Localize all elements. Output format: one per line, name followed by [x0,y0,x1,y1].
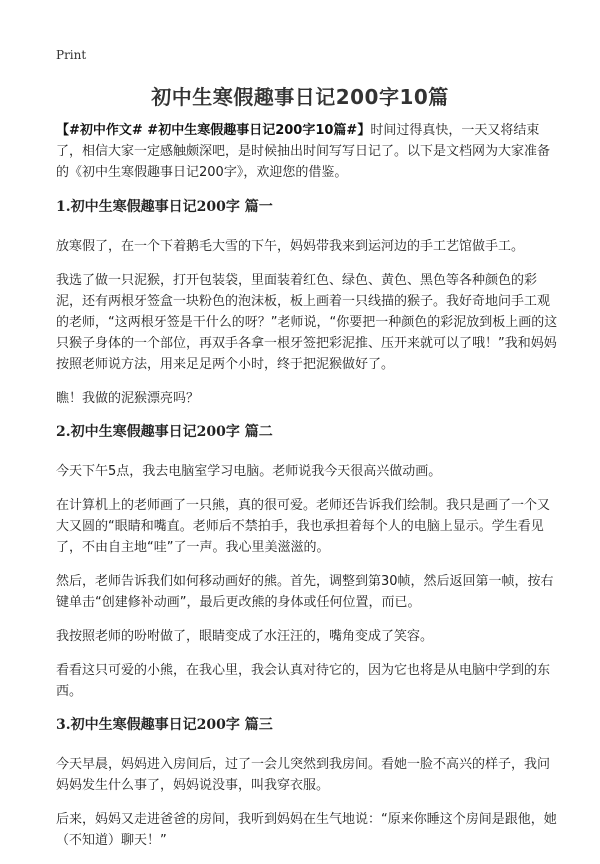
paragraph: 我选了做一只泥猴，打开包装袋，里面装着红色、绿色、黄色、黑色等各种颜色的彩泥，还有两根牙签盒一块粉色的泡沫板，板上画着一只线描的猴子。我好奇地问手工观的老师，“这两根牙签是干什么的呀？”老师说，“你要把一种颜色的彩泥放到板上画的这只猴子身体的一个部位，再双手各拿一根牙签把彩泥推、压开来就可以了哦！”我和妈妈按照老师说方法，用来足足两个小时，终于把泥猴做好了。 [56,273,558,372]
page-title: 初中生寒假趣事日记200字10篇 [151,85,449,109]
paragraph: 后来，妈妈又走进爸爸的房间，我听到妈妈在生气地说：“原来你睡这个房间是跟他，她（不知道）聊天！” [56,812,557,848]
intro-tag: 【#初中作文# #初中生寒假趣事日记200字10篇#】 [56,123,371,138]
paragraph: 今天早晨，妈妈进入房间后，过了一会儿突然到我房间。看她一脸不高兴的样子，我问妈妈发生什么事了，妈妈说没事，叫我穿衣服。 [56,757,551,793]
section-heading: 1.初中生寒假趣事日记200字 篇一 [56,199,273,215]
intro-paragraph [56,120,561,183]
paragraph: 今天下午5点，我去电脑室学习电脑。老师说我今天很高兴做动画。 [56,464,442,479]
article-body [56,120,561,864]
section-heading: 2.初中生寒假趣事日记200字 篇二 [56,424,273,440]
print-link[interactable]: Print [56,48,87,62]
paragraph: 在计算机上的老师画了一只熊，真的很可爱。老师还告诉我们绘制。我只是画了一个又大又圆的“眼睛和嘴直。老师后不禁拍手，我也承担着每个人的电脑上显示。学生看见了，不由自主地“哇”了一声。我心里美滋滋的。 [56,498,551,555]
section-heading: 3.初中生寒假趣事日记200字 篇三 [56,717,273,733]
paragraph: 我按照老师的吩咐做了，眼睛变成了水汪汪的，嘴角变成了笑容。 [56,629,434,644]
section-2 [56,422,561,702]
section-1 [56,197,561,409]
intro-text: 时间过得真快，一天又将结束了，相信大家一定感触颇深吧，是时候抽出时间写写日记了。以下是文档网为大家准备的《初中生寒假趣事日记200字》，欢迎您的借鉴。 [56,123,551,180]
paragraph: 放寒假了，在一个下着鹅毛大雪的下午，妈妈带我来到运河边的手工艺馆做手工。 [56,239,525,254]
paragraph: 看看这只可爱的小熊，在我心里，我会认真对待它的，因为它也将是从电脑中学到的东西。 [56,663,551,699]
section-3 [56,715,561,851]
paragraph: 瞧！我做的泥猴漂亮吗？ [56,391,200,406]
paragraph: 然后，老师告诉我们如何移动画好的熊。首先，调整到第30帧，然后返回第一帧，按右键单击“创建修补动画”，最后更改熊的身体或任何位置，而已。 [56,574,554,610]
